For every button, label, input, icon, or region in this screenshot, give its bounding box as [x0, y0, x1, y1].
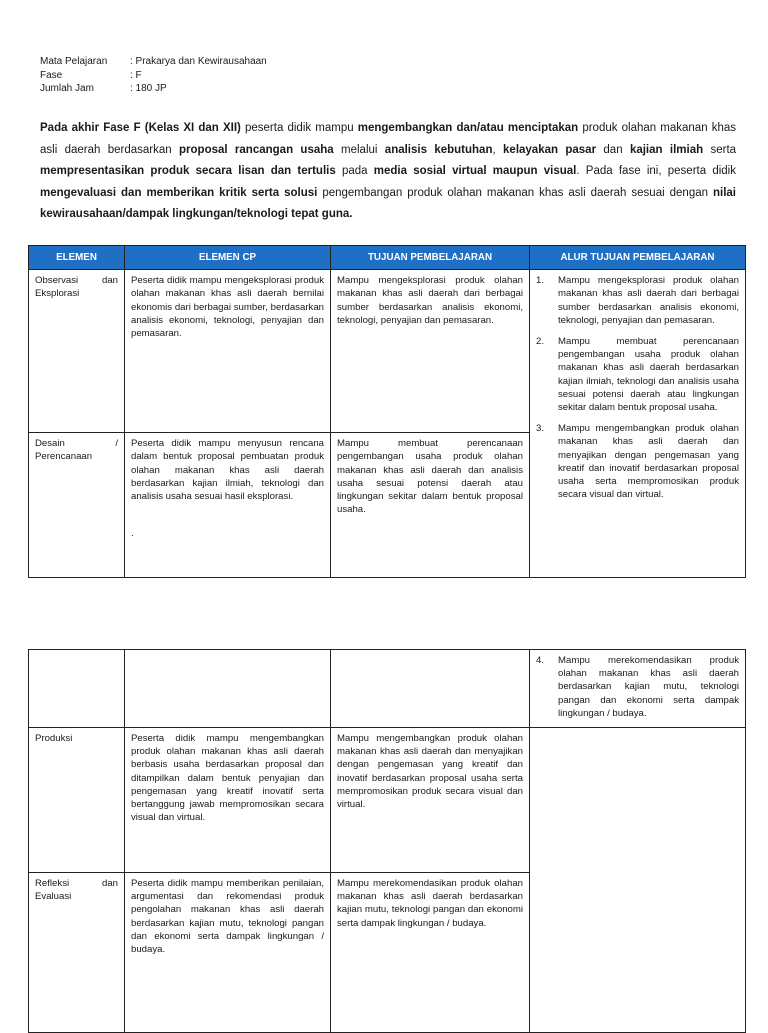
tujuan-cell: Mampu membuat perencanaan pengembangan usaha produk olahan makanan khas asli daerah dan analisis usaha sesuai potensi daerah atau lingkungan sekitar dalam bentuk proposal usaha. [331, 433, 530, 578]
intro-bold-run: mengevaluasi dan memberikan kritik serta solusi [40, 186, 318, 199]
intro-bold-run: analisis kebutuhan [384, 143, 493, 156]
list-item [536, 422, 739, 501]
elemen-word: Refleksi [35, 878, 70, 889]
meta-value: : F [130, 69, 142, 81]
elemen-cp-cell [125, 433, 331, 578]
elemen-word: Evaluasi [35, 891, 72, 903]
alur-list [536, 274, 739, 501]
meta-row [40, 55, 267, 69]
list-number: 3. [536, 423, 545, 435]
intro-bold-run: media sosial virtual maupun visual [373, 165, 577, 177]
intro-bold-run: mengembangkan dan/atau menciptakan [357, 122, 579, 134]
list-number: 4. [536, 655, 545, 666]
header-alur: ALUR TUJUAN PEMBELAJARAN [530, 246, 746, 270]
list-text: Mampu mengembangkan produk olahan makanan khas asli daerah dan menyajikan dengan pengemasan yang kreatif dan inovatif berdasarkan proposal usaha serta mempromosikan produk secara visual dan virtual. [558, 423, 739, 501]
empty-cell [530, 728, 746, 1033]
elemen-word: Desain [35, 438, 65, 450]
table-header-row [29, 246, 746, 270]
intro-text-run: . Pada fase ini, peserta didik [576, 165, 736, 177]
elemen-cp-text: Peserta didik mampu menyusun rencana dalam bentuk proposal pembuatan produk olahan makanan khas asli daerah berdasarkan kajian ilmiah, teknologi dan analisis usaha sesuai hasil eksplorasi. [131, 438, 324, 503]
table-row [29, 270, 746, 433]
elemen-cp-cell: Peserta didik mampu mengeksplorasi produk olahan makanan khas asli daerah bernilai ekonomis dari berbagai sumber, berdasarkan analisis ekonomi, teknologi, penyajian dan pemasaran. [125, 270, 331, 433]
intro-text-run: , [492, 143, 504, 156]
meta-row [40, 82, 267, 96]
elemen-word: / [115, 438, 118, 450]
alur-cell [530, 650, 746, 728]
header-elemen-cp: ELEMEN CP [125, 246, 331, 270]
intro-text-run: pada [335, 165, 374, 177]
meta-label: Mata Pelajaran [40, 56, 108, 67]
table-row [29, 650, 746, 728]
intro-text-run: produk olahan makanan khas asli daerah berdasarkan [40, 122, 737, 156]
meta-label: Fase [40, 69, 63, 81]
elemen-word: Eksplorasi [35, 288, 80, 300]
alur-cell [530, 270, 746, 578]
header-elemen: ELEMEN [29, 246, 125, 270]
intro-paragraph [40, 118, 736, 226]
list-item [536, 274, 739, 327]
list-number: 1. [536, 275, 545, 287]
document-meta [40, 55, 267, 96]
list-text: Mampu membuat perencanaan pengembangan usaha produk olahan makanan khas asli daerah berdasarkan kajian ilmiah, teknologi dan analisis usaha sesuai potensi daerah atau lingkungan sekitar dalam bentuk proposal usaha. [558, 336, 739, 414]
elemen-word: Observasi [35, 275, 79, 287]
list-text: Mampu merekomendasikan produk olahan makanan khas asli daerah berdasarkan kajian mutu, teknologi pangan dan ekonomi serta dampak lingkungan / budaya. [558, 655, 739, 719]
intro-bold-run: proposal rancangan usaha [179, 143, 334, 156]
intro-bold-run: mempresentasikan produk secara lisan dan tertulis [40, 165, 336, 177]
elemen-cell [29, 433, 125, 578]
list-item [536, 654, 739, 720]
elemen-word: Perencanaan [35, 451, 93, 463]
cp-table-part-1 [28, 245, 746, 578]
intro-text-run: melalui [333, 143, 385, 156]
tujuan-cell: Mampu mengeksplorasi produk olahan makanan khas asli daerah dari berbagai sumber berdasarkan analisis ekonomi, teknologi, penyajian dan pemasaran. [331, 270, 530, 433]
tujuan-cell: Mampu mengembangkan produk olahan makanan khas asli daerah dan menyajikan dengan pengemasan yang kreatif dan inovatif berdasarkan proposal usaha serta mempromosikan produk secara visual dan virtual. [331, 728, 530, 873]
intro-bold-run: kajian ilmiah [629, 143, 704, 156]
list-number: 2. [536, 336, 545, 348]
elemen-cell [29, 270, 125, 433]
intro-bold-run: kelayakan pasar [503, 143, 597, 156]
elemen-cp-cell: Peserta didik mampu mengembangkan produk olahan makanan khas asli daerah berbasis usaha berdasarkan proposal dan ditampilkan dalam bentuk penyajian dan pengemasan yang kreatif inovatif serta bertanggung jawab mempromosikan secara visual dan virtual. [125, 728, 331, 873]
table-row [29, 728, 746, 873]
meta-label: Jumlah Jam [40, 83, 94, 94]
elemen-word: dan [101, 878, 118, 889]
intro-text-run: dan [596, 143, 630, 156]
intro-text-run: peserta didik mampu [240, 122, 358, 134]
intro-bold-run: nilai kewirausahaan/dampak lingkungan/teknologi tepat guna. [40, 186, 736, 220]
intro-text-run: pengembangan produk olahan makanan khas asli daerah sesuai dengan [317, 186, 713, 199]
cp-table-part-2 [28, 649, 746, 1033]
empty-cell [29, 650, 125, 728]
meta-value: : 180 JP [130, 83, 167, 94]
intro-bold-run: Pada akhir Fase F (Kelas XI dan XII) [40, 122, 241, 134]
empty-cell [125, 650, 331, 728]
header-tujuan: TUJUAN PEMBELAJARAN [331, 246, 530, 270]
meta-value: : Prakarya dan Kewirausahaan [130, 56, 267, 67]
elemen-cell [29, 728, 125, 873]
intro-text-run: serta [703, 143, 737, 156]
elemen-word: Produksi [35, 733, 73, 744]
alur-list [536, 654, 739, 720]
tujuan-cell: Mampu merekomendasikan produk olahan makanan khas asli daerah berdasarkan kajian mutu, teknologi pangan dan ekonomi serta dampak lingkungan / budaya. [331, 873, 530, 1033]
list-item [536, 335, 739, 414]
elemen-cell [29, 873, 125, 1033]
meta-row [40, 69, 267, 83]
empty-cell [331, 650, 530, 728]
elemen-cp-extra: . [131, 528, 134, 540]
elemen-word: dan [101, 275, 118, 287]
elemen-cp-cell: Peserta didik mampu memberikan penilaian, argumentasi dan rekomendasi produk pengolahan makanan khas asli daerah berdasarkan kajian mutu, teknologi pangan dan ekonomi serta dampak lingkungan / budaya. [125, 873, 331, 1033]
list-text: Mampu mengeksplorasi produk olahan makanan khas asli daerah dari berbagai sumber berdasarkan analisis ekonomi, teknologi, penyajian dan pemasaran. [558, 275, 739, 326]
